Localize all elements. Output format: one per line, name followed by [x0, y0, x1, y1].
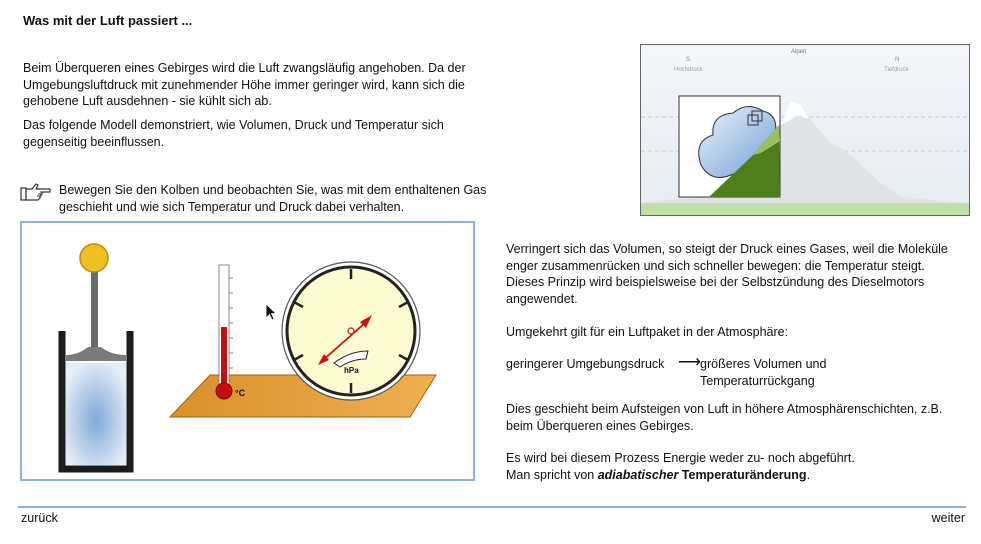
p5-em: adiabatischer	[597, 467, 679, 482]
footer-divider	[18, 506, 966, 508]
pointing-hand-icon	[20, 181, 52, 203]
zoom-box	[679, 96, 780, 197]
piston-model-panel	[20, 221, 475, 481]
p5-line-1: Es wird bei diesem Prozess Energie weder zu- noch abgeführt.	[506, 451, 855, 465]
barometer	[282, 262, 420, 400]
back-link[interactable]: zurück	[21, 511, 58, 525]
formula-right	[700, 356, 900, 389]
page-title: Was mit der Luft passiert ...	[23, 13, 193, 28]
mouse-cursor-icon	[265, 303, 277, 326]
instruction-text: Bewegen Sie den Kolben und beobachten Sie, was mit dem enthaltenen Gas geschieht und wie sich Temperatur und Druck dabei verhalten.	[59, 183, 487, 214]
right-paragraph-4: Dies geschieht beim Aufsteigen von Luft in höhere Atmosphärenschichten, z.B. beim Überqueren eines Gebirges.	[506, 402, 943, 433]
p5-pre: Man spricht von	[506, 467, 598, 482]
p5-strong: Temperaturänderung	[678, 467, 807, 482]
p5-post: .	[806, 467, 811, 482]
map-label-n: N	[895, 57, 900, 63]
formula-arrow-icon: ⟶	[678, 354, 701, 371]
thermometer-unit: °C	[235, 388, 246, 398]
map-label-s: S	[686, 57, 691, 63]
right-paragraph-1: Verringert sich das Volumen, so steigt der Druck eines Gases, weil die Moleküle enger zusammenrücken und sich schneller bewegen: die Temperatur steigt. Dieses Prinzip wird beispielsweise bei der Selbstzündung des Dieselmotors angewendet.	[506, 242, 948, 306]
intro-paragraph-1: Beim Überqueren eines Gebirges wird die Luft zwangsläufig angehoben. Da der Umgebungsluftdruck mit zunehmender Höhe immer geringer wird, kann sich die gehobene Luft ausdehnen - sie kühlt sich ab.	[23, 61, 466, 108]
formula-right-line-2: Temperaturrückgang	[700, 373, 815, 388]
map-label-tiefdruck: Tiefdruck	[884, 67, 909, 73]
formula-right-line-1: größeres Volumen und	[700, 357, 827, 371]
alps-cross-section-image	[640, 44, 970, 216]
next-link[interactable]: weiter	[931, 511, 965, 525]
piston-knob[interactable]	[80, 244, 108, 272]
formula-left: geringerer Umgebungsdruck	[506, 357, 665, 371]
map-label-hochdruck: Hochdruck	[674, 67, 703, 73]
piston[interactable]	[66, 244, 126, 361]
right-paragraph-2: Umgekehrt gilt für ein Luftpaket in der Atmosphäre:	[506, 325, 789, 339]
right-paragraph-5	[506, 450, 961, 483]
map-label-alpen: Alpen	[791, 49, 807, 55]
intro-paragraph-2: Das folgende Modell demonstriert, wie Volumen, Druck und Temperatur sich gegenseitig beeinflussen.	[23, 118, 444, 149]
barometer-unit: hPa	[344, 366, 359, 375]
